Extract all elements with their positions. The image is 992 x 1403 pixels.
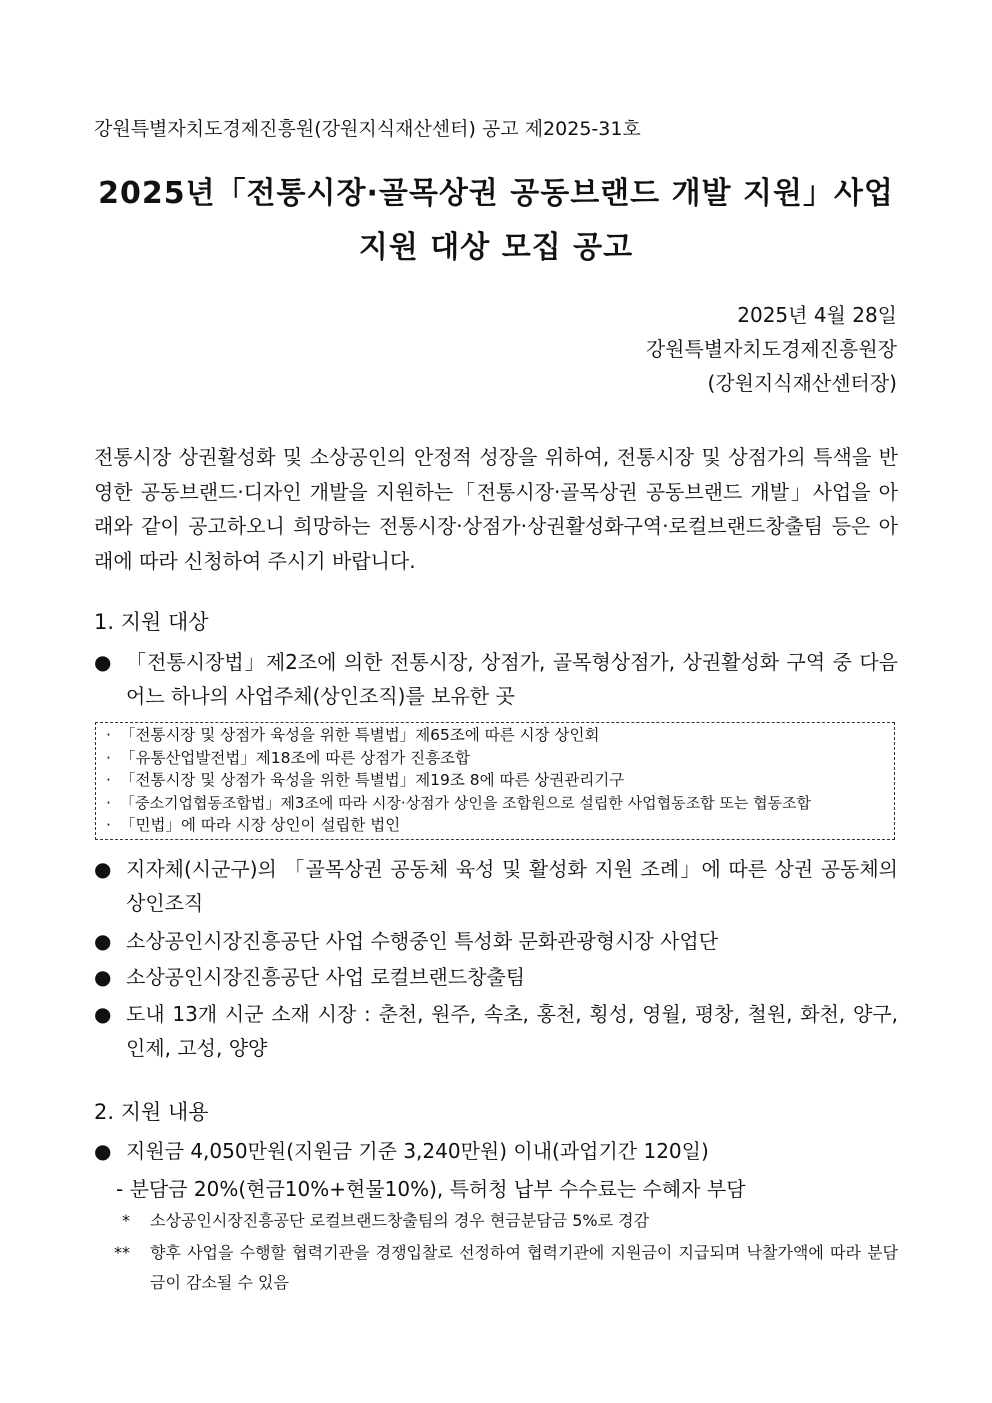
eligibility-item-text: 소상공인시장진흥공단 사업 로컬브랜드창출팀 — [126, 965, 526, 989]
section-heading-support: 2. 지원 내용 — [94, 1100, 209, 1124]
asterisk-icon: * — [122, 1211, 130, 1230]
list-item-text: 「중소기업협동조합법」제3조에 따라 시장·상점가 상인을 조합원으로 설립한 사업협동조합 또는 협동조합 — [120, 793, 812, 812]
eligibility-item-2 — [94, 852, 898, 920]
dot-icon: · — [106, 771, 111, 789]
list-item-text: 「유통산업발전법」제18조에 따른 상점가 진흥조합 — [120, 748, 470, 767]
section-heading-eligibility: 1. 지원 대상 — [94, 610, 209, 634]
support-sub-item: - 분담금 20%(현금10%+현물10%), 특허청 납부 수수료는 수혜자 부담 — [116, 1177, 746, 1201]
bullet-icon: ● — [94, 1139, 112, 1163]
notice-number: 강원특별자치도경제진흥원(강원지식재산센터) 공고 제2025-31호 — [94, 118, 641, 140]
organization-type-box — [95, 722, 895, 840]
list-item — [106, 792, 894, 815]
bullet-icon: ● — [94, 857, 112, 881]
footnote-text: 소상공인시장진흥공단 로컬브랜드창출팀의 경우 현금분담금 5%로 경감 — [150, 1211, 650, 1230]
support-item-text: 지원금 4,050만원(지원금 기준 3,240만원) 이내(과업기간 120일) — [126, 1139, 709, 1163]
list-item-text: 「민법」에 따라 시장 상인이 설립한 법인 — [120, 816, 401, 834]
list-item — [106, 747, 894, 770]
eligibility-item-text: 지자체(시군구)의 「골목상권 공동체 육성 및 활성화 지원 조례」에 따른 상권 공동체의 상인조직 — [126, 857, 898, 915]
list-item — [106, 769, 894, 792]
issuer-sub-organization: (강원지식재산센터장) — [707, 371, 897, 395]
eligibility-item-text: 도내 13개 시군 소재 시장 : 춘천, 원주, 속초, 홍천, 횡성, 영월, 평창, 철원, 화천, 양구, 인제, 고성, 양양 — [126, 1002, 898, 1060]
eligibility-item-text: 소상공인시장진흥공단 사업 수행중인 특성화 문화관광형시장 사업단 — [126, 929, 719, 953]
list-item — [106, 814, 894, 837]
list-item-text: 「전통시장 및 상점가 육성을 위한 특별법」제65조에 따른 시장 상인회 — [120, 726, 600, 744]
eligibility-item-5 — [94, 997, 898, 1065]
footnote-text: 향후 사업을 수행할 협력기관을 경쟁입찰로 선정하여 협력기관에 지원금이 지급되며 낙찰가액에 따라 분담금이 감소될 수 있음 — [150, 1243, 898, 1292]
eligibility-item-3 — [94, 924, 898, 958]
bullet-icon: ● — [94, 965, 112, 989]
double-asterisk-icon: ** — [114, 1243, 130, 1262]
footnote-1 — [114, 1206, 898, 1236]
document-title: 2025년「전통시장·골목상권 공동브랜드 개발 지원」사업 — [98, 176, 894, 211]
eligibility-item-text: 「전통시장법」제2조에 의한 전통시장, 상점가, 골목형상점가, 상권활성화 구역 중 다음 어느 하나의 사업주체(상인조직)를 보유한 곳 — [126, 650, 898, 708]
document-subtitle: 지원 대상 모집 공고 — [358, 230, 634, 265]
footnote-2 — [114, 1238, 898, 1298]
intro-paragraph: 전통시장 상권활성화 및 소상공인의 안정적 성장을 위하여, 전통시장 및 상점가의 특색을 반영한 공동브랜드·디자인 개발을 지원하는「전통시장·골목상권 공동브랜드 개발」사업을 아래와 같이 공고하오니 희망하는 전통시장·상점가·상권활성화구역·로컬브랜드창출팀 등은 아래에 따라 신청하여 주시기 바랍니다. — [94, 445, 898, 573]
bullet-icon: ● — [94, 929, 112, 953]
issuer-organization: 강원특별자치도경제진흥원장 — [645, 337, 897, 361]
issuer-block — [646, 298, 897, 400]
dot-icon: · — [106, 793, 111, 812]
bullet-icon: ● — [94, 650, 112, 674]
list-item — [106, 724, 894, 747]
issue-date: 2025년 4월 28일 — [737, 303, 897, 327]
dot-icon: · — [106, 748, 111, 767]
dot-icon: · — [106, 816, 111, 834]
eligibility-item-1 — [94, 645, 898, 713]
support-item-1 — [94, 1134, 898, 1168]
dot-icon: · — [106, 726, 111, 744]
eligibility-item-4 — [94, 960, 898, 994]
list-item-text: 「전통시장 및 상점가 육성을 위한 특별법」제19조 8에 따른 상권관리기구 — [120, 771, 625, 789]
bullet-icon: ● — [94, 1002, 112, 1026]
